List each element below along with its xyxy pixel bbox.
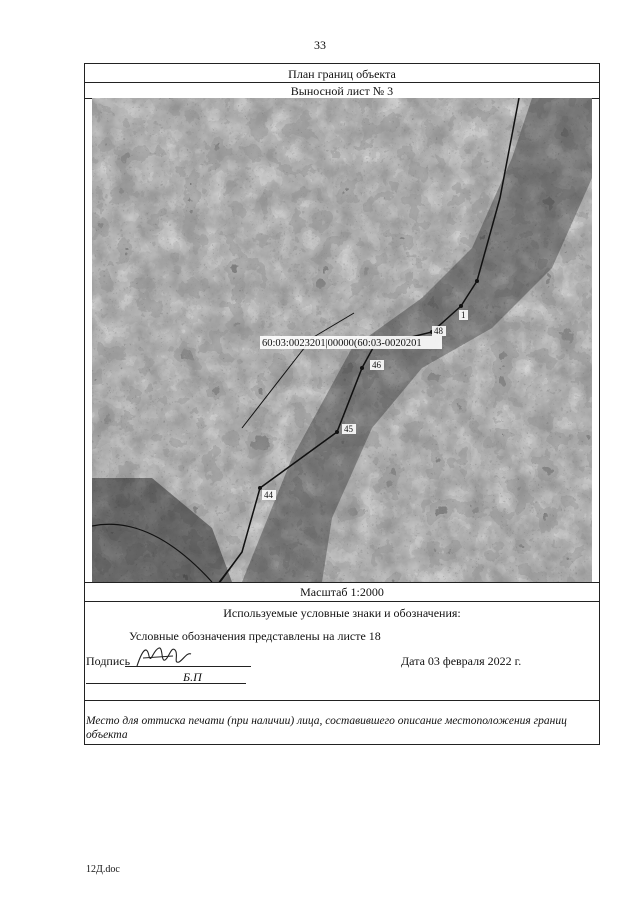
file-name: 12Д.doc <box>86 864 120 875</box>
boundary-plan-frame <box>84 63 600 745</box>
signature-initials: Б.П <box>183 670 202 684</box>
signature-line <box>125 666 251 667</box>
sheet-title: Выносной лист № 3 <box>85 82 599 99</box>
point-label-48: 48 <box>434 326 443 336</box>
boundary-point <box>360 366 364 370</box>
plan-title: План границ объекта <box>288 67 396 81</box>
map-scale: Масштаб 1:2000 <box>300 585 384 599</box>
legend-title: Используемые условные знаки и обозначения: <box>223 606 461 620</box>
point-label-46: 46 <box>372 360 381 370</box>
legend-note: Условные обозначения представлены на листе 18 <box>129 629 381 643</box>
divider <box>85 582 599 583</box>
cadastral-label: 60:03:0023201|00000(60:03-0020201 <box>262 338 422 349</box>
document-date: Дата 03 февраля 2022 г. <box>401 654 522 668</box>
divider <box>85 700 599 701</box>
point-label-1: 1 <box>461 310 466 320</box>
boundary-point <box>459 304 463 308</box>
boundary-point <box>475 279 479 283</box>
point-label-45: 45 <box>344 424 353 434</box>
divider <box>85 601 599 602</box>
handwritten-signature <box>133 642 193 672</box>
initials-line <box>86 683 246 684</box>
signature-label: Подпись <box>86 654 131 668</box>
boundary-point <box>335 430 339 434</box>
satellite-map <box>92 98 592 582</box>
page-number: 33 <box>314 38 326 52</box>
map-svg <box>92 98 592 582</box>
stamp-note: Место для оттиска печати (при наличии) лица, составившего описание местоположения границ объекта <box>86 715 567 741</box>
boundary-point <box>258 486 262 490</box>
point-label-44: 44 <box>264 490 273 500</box>
